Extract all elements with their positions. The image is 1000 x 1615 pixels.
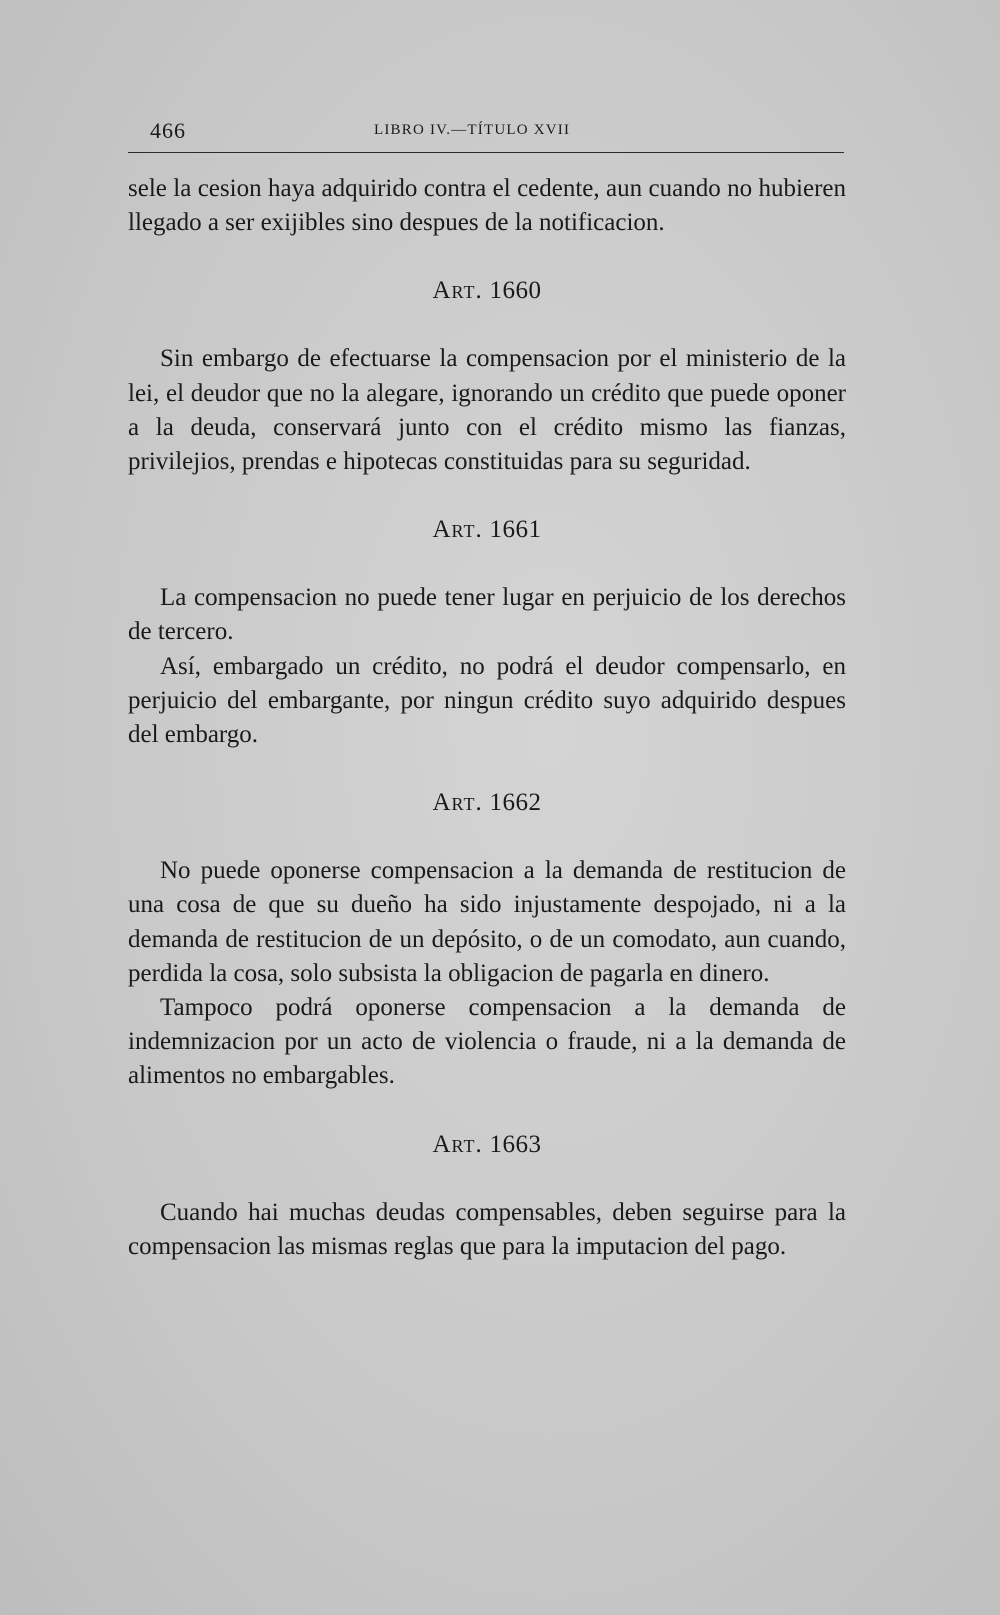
article-number: 1662 [489, 789, 542, 817]
intro-paragraph: sele la cesion haya adquirido contra el cedente, aun cuando no hubieren llegado a ser exijibles sino despues de la notificacion. [128, 175, 846, 237]
article-heading-1662 [128, 786, 846, 820]
article-1662-paragraph-2: Tampoco podrá oponerse compensacion a la demanda de indemnizacion por un acto de violencia o fraude, ni a la demanda de alimentos no embargables. [128, 994, 846, 1090]
article-heading-1660 [128, 274, 846, 308]
page-number: 466 [150, 118, 186, 143]
article-1663-paragraph-1: Cuando hai muchas deudas compensables, deben seguirse para la compensacion las mismas reglas que para la imputacion del pago. [128, 1198, 846, 1260]
article-label: Art. [432, 789, 483, 817]
article-number: 1660 [489, 277, 542, 305]
article-heading-1661 [128, 513, 846, 547]
article-label: Art. [432, 516, 483, 544]
article-1661-paragraph-1: La compensacion no puede tener lugar en perjuicio de los derechos de tercero. [128, 584, 846, 646]
article-label: Art. [432, 277, 483, 305]
article-1660-paragraph-1: Sin embargo de efectuarse la compensacion por el ministerio de la lei, el deudor que no la alegare, ignorando un crédito que puede oponer a la deuda, conservará junto con el crédito mismo las fianzas, privilejios, prendas e hipotecas constituidas para su seguridad. [128, 345, 846, 476]
article-label: Art. [432, 1130, 483, 1158]
article-1662-paragraph-1: No puede oponerse compensacion a la demanda de restitucion de una cosa de que su dueño ha sido injustamente despojado, ni a la demanda de restitucion de un depósito, o de un comodato, aun cuando, perdida la cosa, solo subsista la obligacion de pagarla en dinero. [128, 857, 846, 987]
header-rule [128, 152, 844, 153]
body-text [128, 172, 846, 1264]
page-header [128, 114, 844, 154]
article-number: 1661 [489, 516, 542, 544]
article-heading-1663 [128, 1128, 846, 1162]
running-head: LIBRO IV.—TÍTULO XVII [374, 122, 571, 138]
article-1661-paragraph-2: Así, embargado un crédito, no podrá el deudor compensarlo, en perjuicio del embargante, por ningun crédito suyo adquirido despues del embargo. [128, 652, 846, 749]
article-number: 1663 [489, 1130, 542, 1158]
